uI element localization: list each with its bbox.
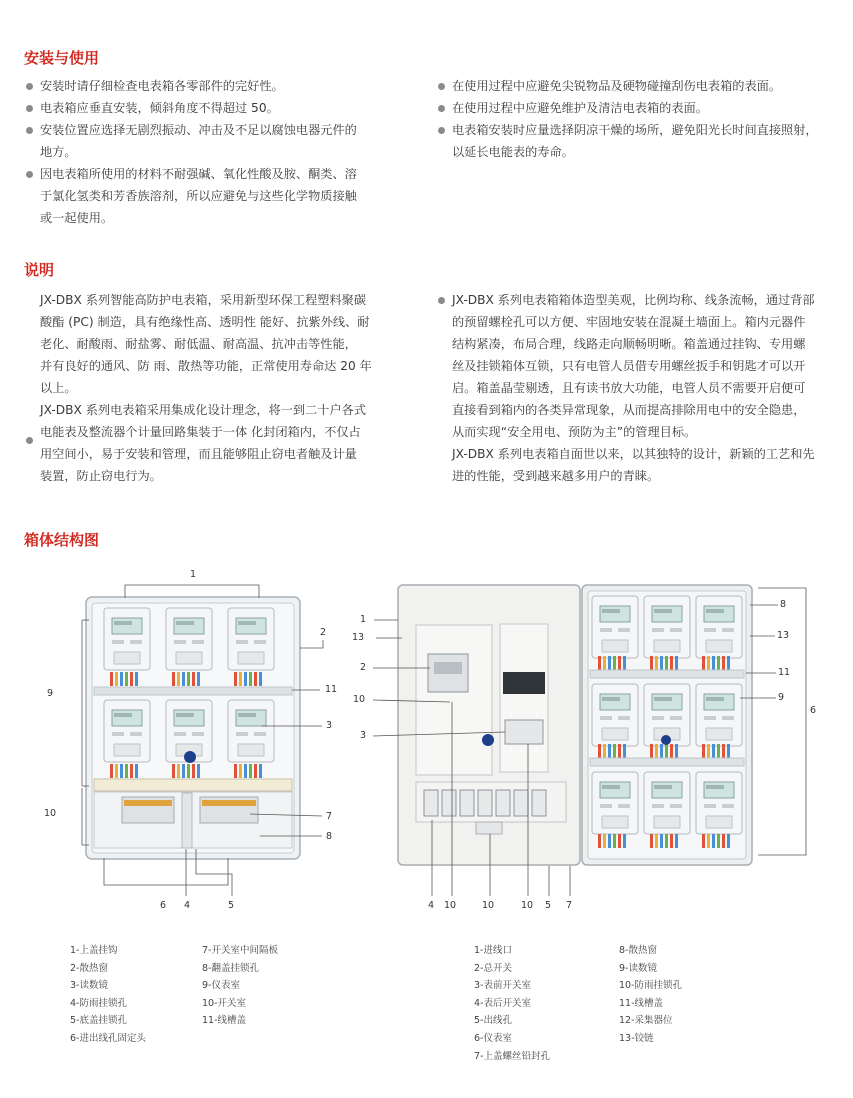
label-left-10: 10 [44, 808, 57, 819]
install-right-list [436, 75, 846, 163]
label-right-2: 2 [360, 662, 367, 673]
list-item: 在使用过程中应避免维护及清洁电表箱的表面。 [436, 97, 846, 119]
label-left-4: 4 [184, 900, 191, 911]
label-left-7: 7 [326, 811, 333, 822]
legend-right-col2: 8-散热窗 9-读数镜 10-防雨挂锁孔 11-线槽盖 12-采集器位 13-铰链 [619, 945, 683, 1044]
label-left-8: 8 [326, 831, 333, 842]
label-left-5: 5 [228, 900, 235, 911]
label-right-10a: 10 [444, 900, 457, 911]
list-item: 安装位置应选择无剧烈振动、冲击及不足以腐蚀电器元件的 地方。 [24, 119, 399, 163]
label-right-4: 4 [428, 900, 435, 911]
label-right-10c: 10 [521, 900, 534, 911]
legend-left-col2: 7-开关室中间隔板 8-翻盖挂锁孔 9-仪表室 10-开关室 11-线槽盖 [202, 945, 278, 1027]
list-item: 在使用过程中应避免尖锐物品及硬物碰撞刮伤电表箱的表面。 [436, 75, 846, 97]
label-right-7: 7 [566, 900, 573, 911]
label-right-11: 11 [778, 667, 791, 678]
section-title-desc: 说明 [24, 261, 55, 279]
label-left-9: 9 [47, 688, 54, 699]
legend-left-col1: 1-上盖挂钩 2-散热窗 3-读数镜 4-防雨挂锁孔 5-底盖挂锁孔 6-进出线孔固定头 [70, 945, 146, 1044]
label-right-3: 3 [360, 730, 367, 741]
desc-left-text: JX-DBX 系列智能高防护电表箱，采用新型环保工程塑料聚碳 酸酯 (PC) 制造，具有绝缘性高、透明性 能好、抗紫外线、耐 老化、耐酸雨、耐盐雾、耐低温、耐高温、抗冲击等性能， 并有良好的通风、防 雨、散热等功能，正常使用寿命达 20 年 以上。 JX-DBX 系列电表箱采用集成化设计理念，将一到二十户各式 电能表及整流器个计量回路集装于一体 化封闭箱内，不仅占 用空间小，易于安装和管理，而且能够阻止窃电者触及计量 装置，防止窃电行为。 [40, 293, 372, 483]
label-right-5: 5 [545, 900, 552, 911]
label-left-1: 1 [190, 569, 197, 580]
list-item: 电表箱应垂直安装，倾斜角度不得超过 50。 [24, 97, 399, 119]
label-right-9: 9 [778, 692, 785, 703]
label-left-2: 2 [320, 627, 327, 638]
label-right-1: 1 [360, 614, 367, 625]
label-right-8: 8 [780, 599, 787, 610]
legend-right-col1: 1-进线口 2-总开关 3-表前开关室 4-表后开关室 5-出线孔 6-仪表室 7-上盖螺丝铅封孔 [474, 945, 550, 1062]
label-right-10: 10 [353, 694, 366, 705]
list-item: 安装时请仔细检查电表箱各零部件的完好性。 [24, 75, 399, 97]
bullet-dot [438, 297, 445, 304]
label-left-3: 3 [326, 720, 333, 731]
label-right-13b: 13 [777, 630, 790, 641]
label-right-10b: 10 [482, 900, 495, 911]
label-left-6: 6 [160, 900, 167, 911]
install-left-list [24, 75, 399, 229]
desc-right-text: JX-DBX 系列电表箱箱体造型美观，比例均称、线条流畅，通过背部 的预留螺栓孔可以方便、牢固地安装在混凝土墙面上。箱内元器件 结构紧凑，布局合理，线路走向顺畅明晰。箱盖通过挂钩、专用螺 丝及挂锁箱体互锁，只有电管人员借专用螺丝扳手和钥匙才可以开 启。箱盖晶莹剔透，且有读书放大功能，电管人员不需要开启便可 直接看到箱内的各类异常现象，从而提高排除用电中的安全隐患， 从而实现“安全用电、预防为主”的管理目标。 JX-DBX 系列电表箱自面世以来，以其独特的设计，新颖的工艺和先 进的性能，受到越来越多用户的青睐。 [452, 293, 815, 483]
label-right-13: 13 [352, 632, 365, 643]
section-title-structure: 箱体结构图 [24, 531, 100, 549]
label-left-11: 11 [325, 684, 338, 695]
label-right-6: 6 [810, 705, 817, 716]
bullet-dot [26, 437, 33, 444]
section-title-install: 安装与使用 [24, 49, 100, 67]
list-item: 因电表箱所使用的材料不耐强碱、氧化性酸及胺、酮类、溶 于氯化氢类和芳香族溶剂，所以应避免与这些化学物质接触 或一起使用。 [24, 163, 399, 229]
list-item: 电表箱安装时应量选择阴凉干燥的场所，避免阳光长时间直接照射， 以延长电能表的寿命。 [436, 119, 846, 163]
